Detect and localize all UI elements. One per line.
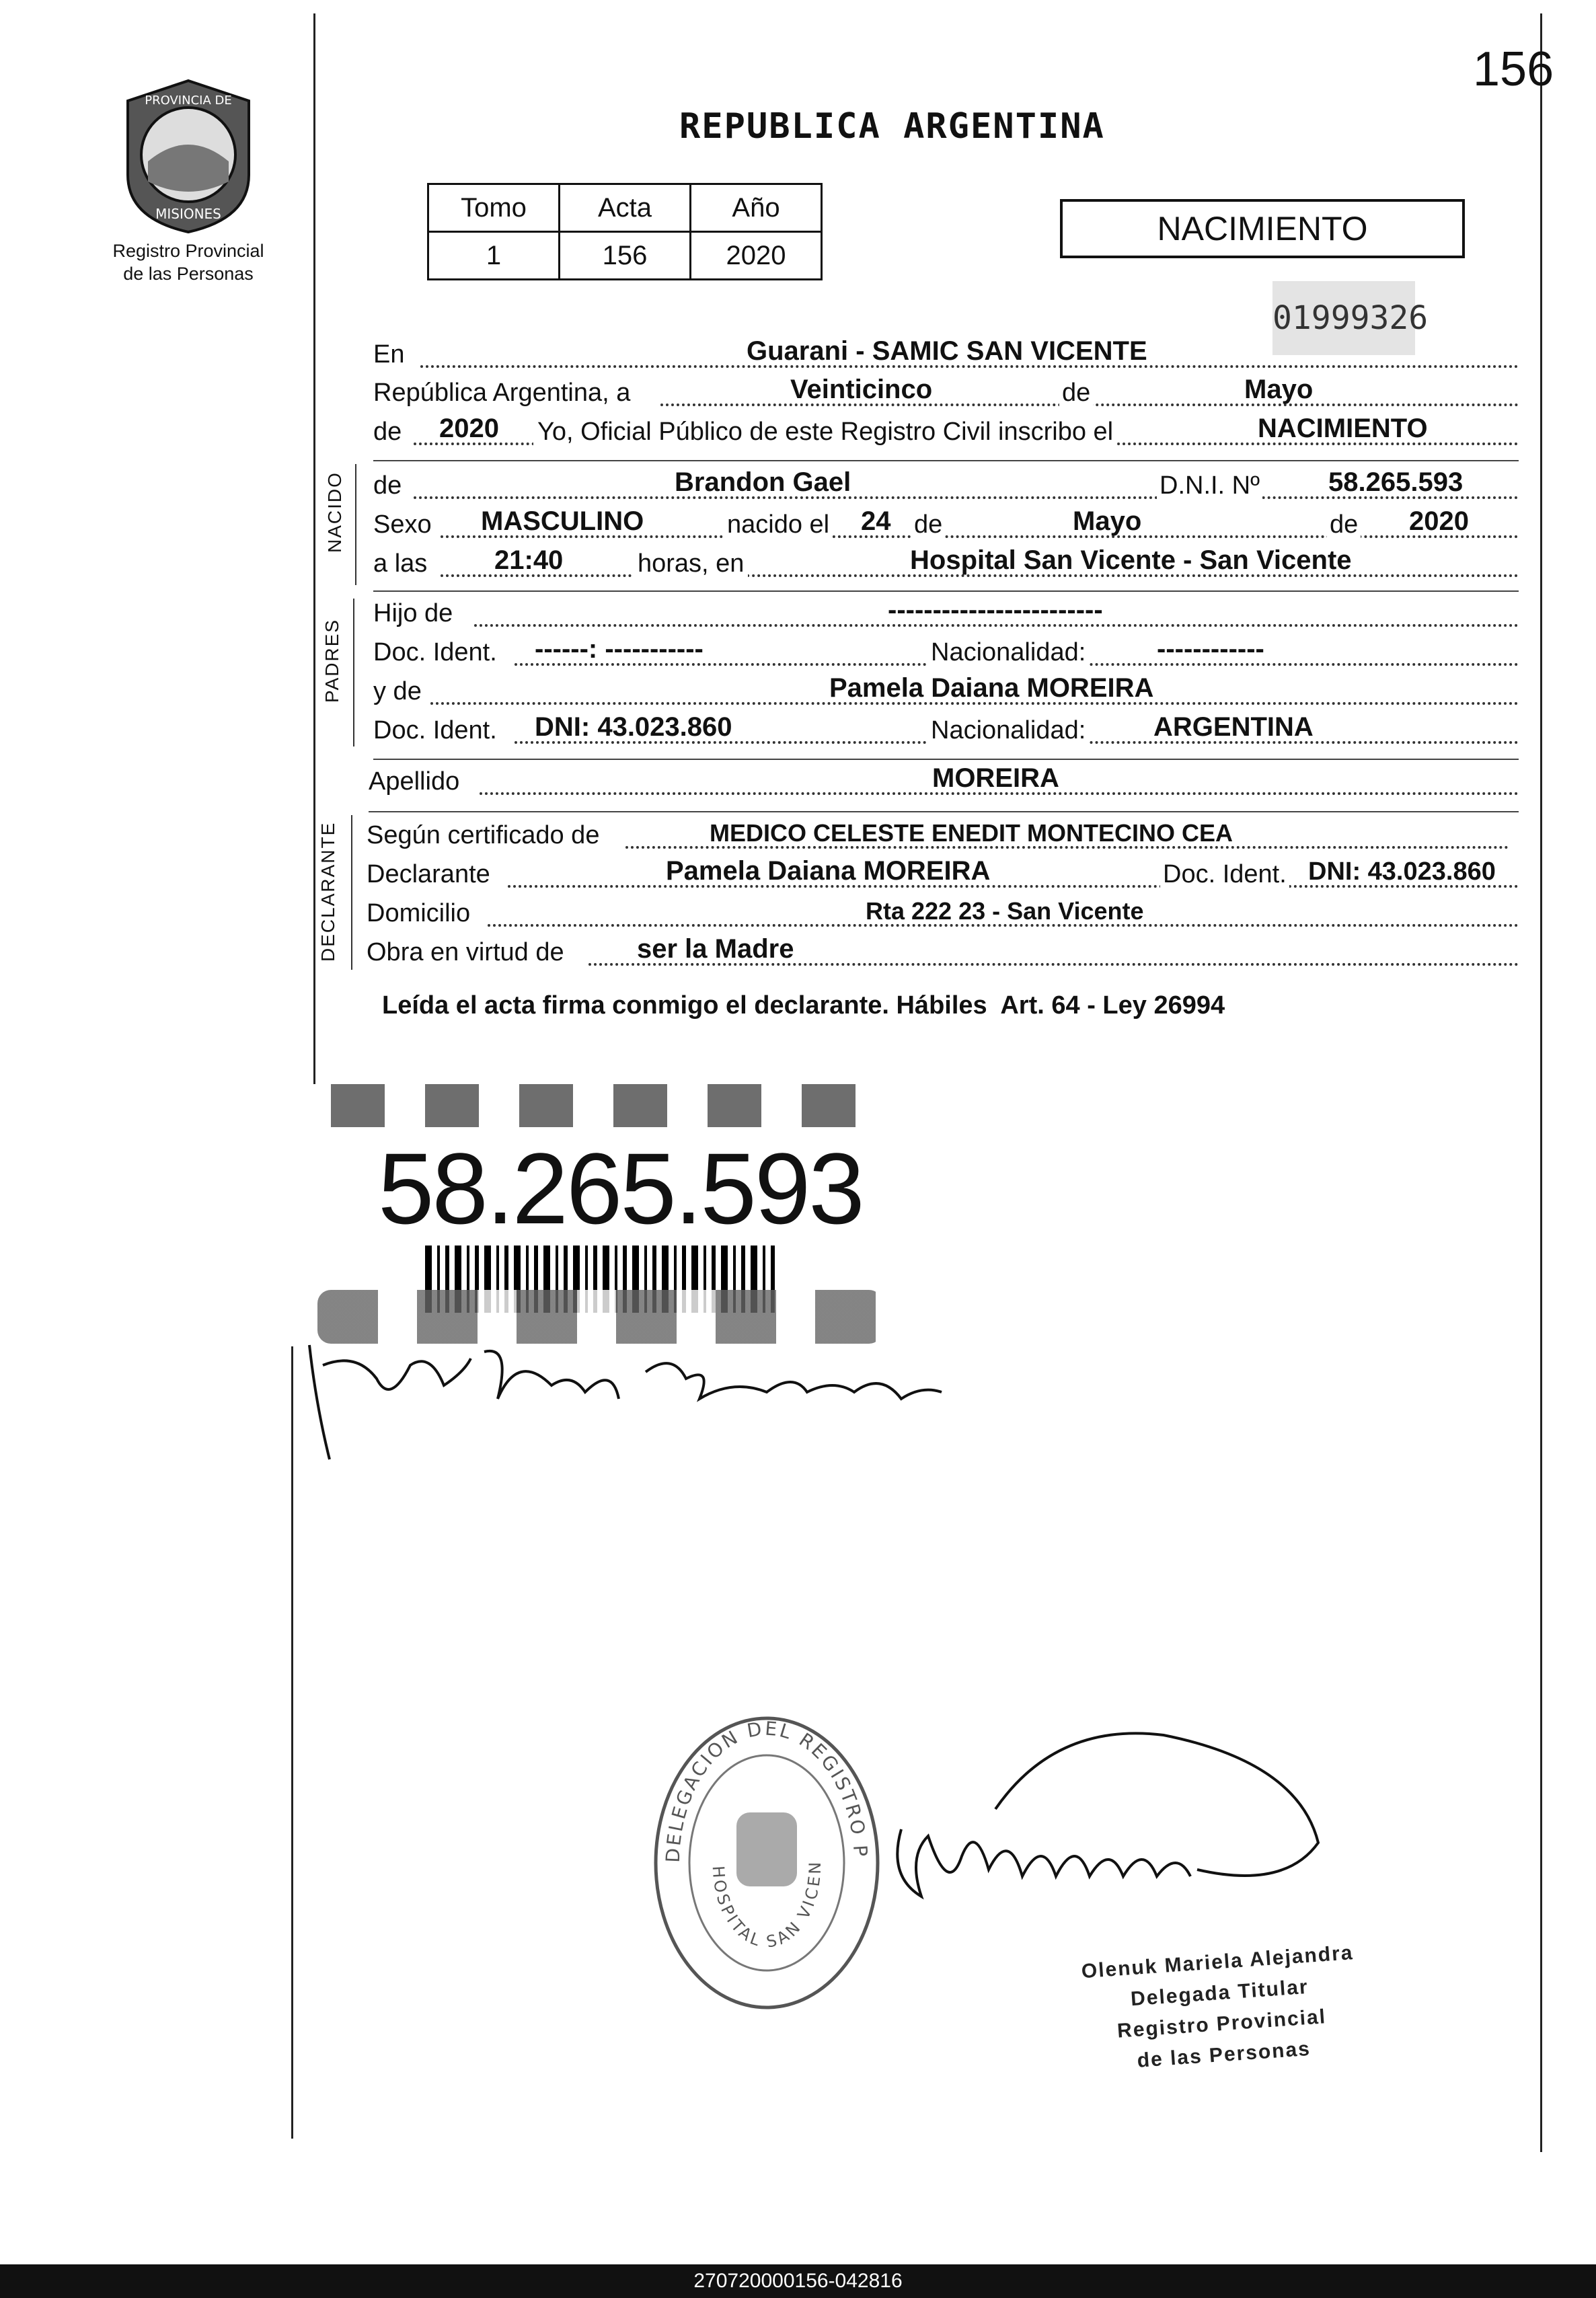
- declarante-row-nombre: [367, 853, 1519, 893]
- y-de-label: y de: [373, 677, 422, 705]
- barcode-top-pattern: [291, 1084, 882, 1127]
- declarante-section-label: DECLARANTE: [317, 821, 338, 962]
- declarante-doc: DNI: 43.023.860: [1308, 857, 1496, 886]
- padres-row-madre-doc: [373, 709, 1519, 749]
- official-office: Registro Provincial: [1116, 2005, 1328, 2042]
- padres-row-madre: [373, 670, 1519, 710]
- obra-value: ser la Madre: [637, 934, 794, 964]
- padre-name: ------------------------: [888, 595, 1103, 625]
- tomo-header: Tomo: [428, 184, 560, 232]
- nacido-bar: [355, 464, 356, 585]
- acta-header: Acta: [560, 184, 691, 232]
- barcode-label: [291, 1084, 882, 1346]
- madre-nacionalidad: ARGENTINA: [1153, 712, 1314, 742]
- declarante-row-domicilio: [367, 892, 1519, 932]
- apellido-value: MOREIRA: [932, 763, 1059, 793]
- declarante-signature: [296, 1325, 955, 1473]
- de2-label: de: [373, 418, 402, 446]
- page-number: 156: [1473, 42, 1554, 96]
- padres-section-label: PADRES: [321, 618, 342, 703]
- nacido-el-label: nacido el: [724, 510, 832, 539]
- republica-label: República Argentina, a: [373, 379, 631, 407]
- left-margin-line-lower: [291, 1318, 293, 2139]
- a-las-label: a las: [373, 549, 428, 578]
- form-row-year: [373, 410, 1519, 451]
- official-title: Delegada Titular: [1130, 1975, 1309, 2011]
- declarante-row-certificado: [367, 814, 1509, 854]
- official-office-2: de las Personas: [1136, 2037, 1312, 2072]
- birth-de-label: de: [911, 510, 945, 539]
- birth-day: 24: [861, 506, 891, 536]
- seal-caption: [87, 239, 289, 285]
- declarante-name: Pamela Daiana MOREIRA: [666, 856, 991, 886]
- birth-hour: 21:40: [494, 545, 564, 575]
- section-divider: [369, 811, 1519, 812]
- record-table: [427, 183, 823, 280]
- nacido-name: Brandon Gael: [675, 467, 851, 497]
- official-name-block: [1055, 1936, 1386, 2081]
- birth-month: Mayo: [1073, 506, 1142, 536]
- official-signature: [881, 1722, 1365, 1937]
- birth-year: 2020: [1409, 506, 1469, 536]
- serial-stamp: 01999326: [1272, 281, 1415, 355]
- nacido-section-label: NACIDO: [324, 471, 345, 553]
- madre-doc: DNI: 43.023.860: [535, 712, 732, 742]
- record-type-box: [1060, 199, 1465, 258]
- left-margin-line: [313, 13, 315, 1103]
- en-label: En: [373, 340, 405, 369]
- declarante-label: Declarante: [367, 860, 490, 888]
- seal-caption-line2: de las Personas: [123, 264, 254, 284]
- stamp-outer-text: DELEGACION DEL REGISTRO P: [661, 1717, 872, 1864]
- province-seal: [114, 74, 262, 235]
- padre-doc-label: Doc. Ident.: [373, 638, 497, 666]
- acta-value: 156: [560, 232, 691, 280]
- closing-text: Leída el acta firma conmigo el declarante. Hábiles Art. 64 - Ley 26994: [382, 991, 1225, 1020]
- apellido-label: Apellido: [369, 767, 460, 796]
- anio-header: Año: [691, 184, 822, 232]
- day-text: Veinticinco: [790, 375, 933, 404]
- padre-doc: ------: -----------: [535, 634, 704, 664]
- year-text: 2020: [439, 414, 499, 443]
- nacido-row-sexo: [373, 503, 1519, 543]
- footer-code: 270720000156-042816: [693, 2270, 903, 2292]
- madre-doc-label: Doc. Ident.: [373, 716, 497, 744]
- certificado-value: MEDICO CELESTE ENEDIT MONTECINO CEA: [710, 819, 1233, 847]
- tomo-value: 1: [428, 232, 560, 280]
- padre-nacionalidad-label: Nacionalidad:: [928, 638, 1088, 667]
- record-type: NACIMIENTO: [1157, 210, 1368, 247]
- padres-bar: [353, 599, 354, 746]
- document-title: REPUBLICA ARGENTINA: [679, 106, 1105, 147]
- de-label: de: [1059, 379, 1093, 408]
- padre-nacionalidad: ------------: [1157, 634, 1264, 664]
- segun-label: Según certificado de: [367, 821, 600, 849]
- stamp-inner-text: HOSPITAL SAN VICEN: [708, 1859, 825, 1952]
- footer-bar: [0, 2264, 1596, 2298]
- madre-name: Pamela Daiana MOREIRA: [829, 673, 1154, 703]
- birth-place: Hospital San Vicente - San Vicente: [910, 545, 1352, 575]
- sexo-value: MASCULINO: [481, 506, 644, 536]
- domicilio-value: Rta 222 23 - San Vicente: [866, 897, 1144, 925]
- nacido-dni: 58.265.593: [1328, 467, 1464, 497]
- nacido-row-hora: [373, 542, 1519, 582]
- form-row-en: [373, 333, 1519, 373]
- seal-caption-line1: Registro Provincial: [112, 241, 264, 261]
- official-name: Olenuk Mariela Alejandra: [1080, 1942, 1355, 1983]
- horas-en-label: horas, en: [634, 549, 748, 578]
- seal-bottom-text: MISIONES: [155, 206, 221, 222]
- right-margin-line: [1540, 13, 1542, 2152]
- form-row-republica: [373, 371, 1519, 412]
- padres-row-hijo: [373, 592, 1519, 632]
- obra-label: Obra en virtud de: [367, 938, 564, 966]
- domicilio-label: Domicilio: [367, 899, 471, 927]
- en-value: Guarani - SAMIC SAN VICENTE: [747, 336, 1147, 366]
- declarante-doc-label: Doc. Ident.: [1160, 860, 1289, 889]
- nacido-de-label: de: [373, 471, 402, 500]
- month-text: Mayo: [1244, 375, 1314, 404]
- inscribe-value: NACIMIENTO: [1258, 414, 1428, 443]
- barcode-number: 58.265.593: [378, 1132, 863, 1245]
- nacido-row-name: [373, 464, 1519, 504]
- declarante-bar: [351, 815, 352, 970]
- hijo-de-label: Hijo de: [373, 599, 453, 627]
- section-divider: [373, 460, 1519, 461]
- madre-nacionalidad-label: Nacionalidad:: [928, 716, 1088, 745]
- official-rubber-stamp: [649, 1712, 884, 2014]
- declarante-row-obra: [367, 931, 1519, 971]
- dni-label: D.N.I. Nº: [1157, 471, 1262, 500]
- padres-row-padre-doc: [373, 631, 1519, 671]
- sexo-label: Sexo: [373, 510, 432, 539]
- anio-value: 2020: [691, 232, 822, 280]
- birth-de-label-2: de: [1327, 510, 1361, 539]
- apellido-row: [369, 760, 1519, 800]
- seal-top-text: PROVINCIA DE: [145, 93, 232, 108]
- oficial-text: Yo, Oficial Público de este Registro Civil inscribo el: [533, 418, 1117, 447]
